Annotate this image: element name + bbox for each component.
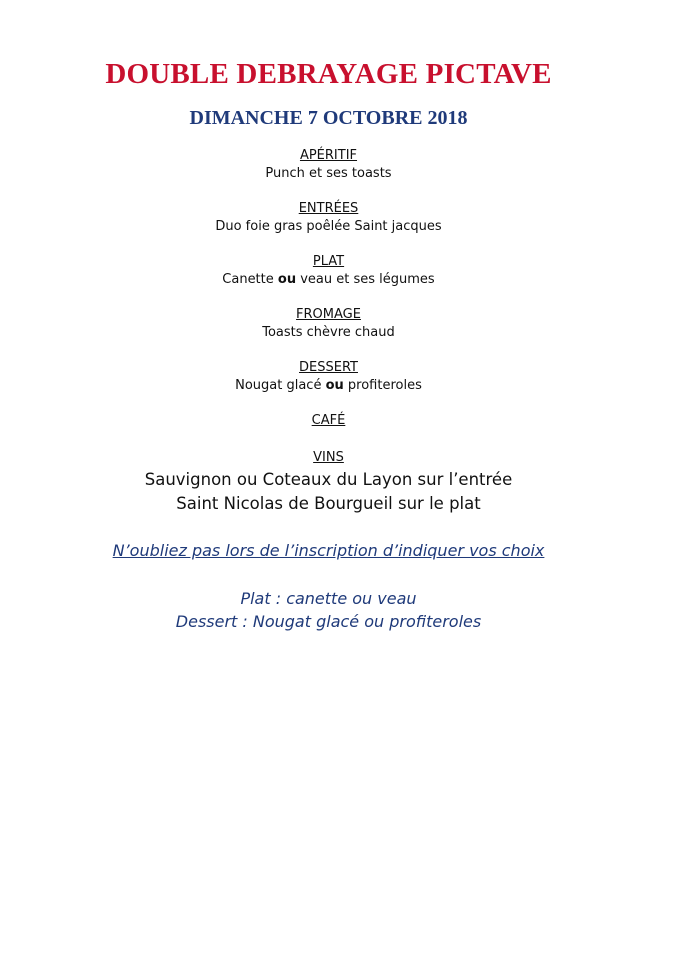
plat-choice-note: Plat : canette ou veau: [240, 589, 417, 608]
dessert-heading: DESSERT: [299, 360, 358, 375]
vins-line-2: Saint Nicolas de Bourgueil sur le plat: [176, 494, 481, 513]
plat-heading: PLAT: [312, 254, 345, 269]
event-date: DIMANCHE 7 OCTOBRE 2018: [189, 107, 468, 129]
dessert-item: [0, 378, 657, 393]
plat-or: ou: [277, 272, 297, 287]
entrees-item: Duo foie gras poêlée Saint jacques: [215, 219, 442, 234]
fromage-heading: FROMAGE: [296, 307, 361, 322]
aperitif-heading: APÉRITIF: [299, 148, 358, 163]
dessert-option-a: Nougat glacé: [235, 378, 322, 393]
vins-heading: VINS: [313, 450, 344, 465]
fromage-item: Toasts chèvre chaud: [262, 325, 395, 340]
plat-option-a: Canette: [222, 272, 274, 287]
entrees-heading: ENTRÉES: [298, 201, 359, 216]
cafe-heading: CAFÉ: [311, 413, 346, 428]
event-title: DOUBLE DEBRAYAGE PICTAVE: [105, 58, 552, 90]
vins-line-1: Sauvignon ou Coteaux du Layon sur l’entrée: [144, 470, 513, 489]
aperitif-item: Punch et ses toasts: [265, 166, 392, 181]
plat-option-b: veau et ses légumes: [300, 272, 435, 287]
plat-item: [0, 272, 657, 287]
registration-reminder: N’oubliez pas lors de l’inscription d’indiquer vos choix: [112, 541, 545, 560]
dessert-option-b: profiteroles: [347, 378, 422, 393]
dessert-choice-note: Dessert : Nougat glacé ou profiteroles: [175, 612, 482, 631]
dessert-or: ou: [325, 378, 344, 393]
